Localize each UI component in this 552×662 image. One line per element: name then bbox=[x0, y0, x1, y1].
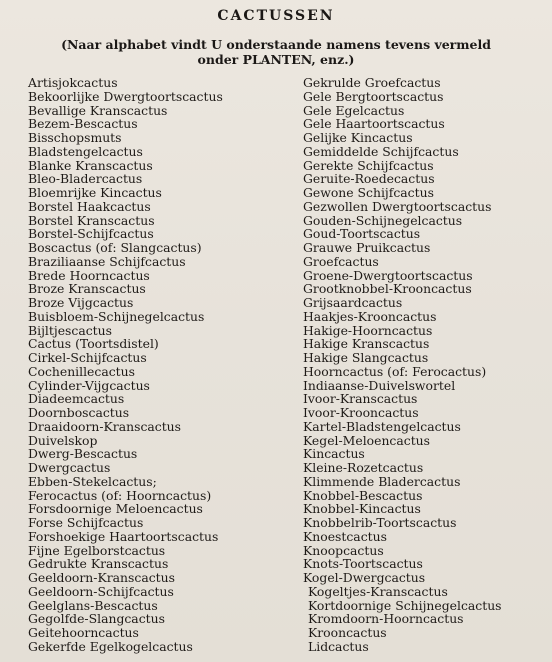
list-item: Kogel-Dwergcactus bbox=[303, 570, 426, 585]
list-item: Bevallige Kranscactus bbox=[28, 102, 168, 118]
list-item: Forshoekige Haartoortscactus bbox=[28, 528, 219, 544]
list-item: Gedrukte Kranscactus bbox=[28, 556, 169, 572]
list-item: Knoopcactus bbox=[303, 542, 384, 558]
list-item: Fijne Egelborstcactus bbox=[28, 542, 166, 558]
list-item: Kincactus bbox=[303, 446, 365, 462]
list-item: Kromdoorn-Hoorncactus bbox=[308, 611, 464, 627]
list-item: Indiaanse-Duivelswortel bbox=[303, 377, 456, 393]
list-item: Bezem-Bescactus bbox=[28, 116, 138, 132]
list-item: Bekoorlijke Dwergtoortscactus bbox=[28, 88, 223, 104]
list-item: Knoestcactus bbox=[303, 528, 387, 544]
list-item: Cirkel-Schijfcactus bbox=[28, 350, 147, 365]
list-item: Ivoor-Kranscactus bbox=[303, 391, 418, 407]
list-item: Knobbelrib-Toortscactus bbox=[303, 515, 457, 530]
list-item: Blanke Kranscactus bbox=[28, 157, 153, 173]
right-column-list bbox=[303, 76, 549, 654]
list-item: Ivoor-Krooncactus bbox=[303, 405, 419, 420]
list-item: Broze Vijgcactus bbox=[28, 295, 134, 310]
list-item: Grootknobbel-Krooncactus bbox=[303, 281, 472, 297]
list-item: Gouden-Schijnegelcactus bbox=[303, 212, 463, 228]
list-item: Gele Bergtoortscactus bbox=[303, 88, 444, 104]
list-item: Klimmende Bladercactus bbox=[303, 473, 461, 489]
list-item: Gele Haartoortscactus bbox=[303, 116, 445, 132]
list-item: Geruite-Roedecactus bbox=[303, 171, 435, 187]
list-item: Bisschopsmuts bbox=[28, 130, 122, 145]
list-item: Hakige-Hoorncactus bbox=[303, 322, 433, 338]
list-item: Braziliaanse Schijfcactus bbox=[28, 253, 186, 269]
list-item: Ebben-Stekelcactus; bbox=[28, 473, 157, 489]
list-item: Groefcactus bbox=[303, 253, 379, 269]
list-item: Gerekte Schijfcactus bbox=[303, 157, 434, 173]
list-item: Bloemrijke Kincactus bbox=[28, 185, 162, 200]
list-item: Kegel-Meloencactus bbox=[303, 432, 431, 448]
list-item: Bijltjescactus bbox=[28, 322, 112, 338]
list-item: Knots-Toortscactus bbox=[303, 556, 423, 572]
list-item: Borstel Kranscactus bbox=[28, 212, 155, 228]
list-item: Kortdoornige Schijnegelcactus bbox=[308, 597, 502, 613]
list-item: Borstel Haakcactus bbox=[28, 198, 151, 214]
list-item: Boscactus (of: Slangcactus) bbox=[28, 240, 202, 255]
list-item: Gezwollen Dwergtoortscactus bbox=[303, 198, 492, 214]
list-item: Buisbloem-Schijnegelcactus bbox=[28, 308, 205, 324]
list-item: Kogeltjes-Kranscactus bbox=[308, 583, 448, 599]
list-item: Duivelskop bbox=[28, 432, 98, 448]
page-title: CACTUSSEN bbox=[217, 8, 335, 24]
list-item: Grijsaardcactus bbox=[303, 295, 403, 310]
list-item: Bleo-Bladercactus bbox=[28, 171, 143, 187]
list-item: Geelglans-Bescactus bbox=[28, 597, 158, 613]
list-item: Ferocactus (of: Hoorncactus) bbox=[28, 487, 212, 503]
list-item: Hakige Slangcactus bbox=[303, 350, 429, 365]
list-item: Cochenillecactus bbox=[28, 363, 135, 379]
list-item: Dwergcactus bbox=[28, 460, 111, 475]
list-item: Borstel-Schijfcactus bbox=[28, 226, 154, 242]
list-item: Lidcactus bbox=[308, 638, 369, 654]
list-item: Goud-Toortscactus bbox=[303, 226, 421, 242]
list-item: Hakige Kranscactus bbox=[303, 336, 430, 352]
list-item: Artisjokcactus bbox=[28, 75, 118, 90]
list-item: Gelijke Kincactus bbox=[303, 130, 413, 145]
list-item: Gele Egelcactus bbox=[303, 102, 405, 118]
list-item: Diadeemcactus bbox=[28, 391, 125, 407]
list-item: Broze Kranscactus bbox=[28, 281, 146, 297]
list-item: Knobbel-Kincactus bbox=[303, 501, 421, 517]
list-item: Geeldoorn-Kranscactus bbox=[28, 570, 175, 585]
list-item: Cactus (Toortsdistel) bbox=[28, 336, 159, 352]
list-item: Brede Hoorncactus bbox=[28, 267, 150, 283]
list-item: Gemiddelde Schijfcactus bbox=[303, 143, 459, 159]
list-item: Dwerg-Bescactus bbox=[28, 446, 138, 462]
subtitle-line-2: onder PLANTEN, enz.) bbox=[197, 52, 355, 67]
list-item: Geitehoorncactus bbox=[28, 625, 139, 640]
list-item: Kleine-Rozetcactus bbox=[303, 460, 424, 475]
list-item: Grauwe Pruikcactus bbox=[303, 240, 431, 255]
list-item: Doornboscactus bbox=[28, 405, 130, 420]
list-item: Knobbel-Bescactus bbox=[303, 487, 423, 503]
list-item: Geeldoorn-Schijfcactus bbox=[28, 583, 174, 599]
list-item: Groene-Dwergtoortscactus bbox=[303, 267, 473, 283]
list-item: Draaidoorn-Kranscactus bbox=[28, 418, 182, 434]
list-item: Gekrulde Groefcactus bbox=[303, 75, 441, 90]
list-item: Gegolfde-Slangcactus bbox=[28, 611, 165, 627]
list-item: Hoorncactus (of: Ferocactus) bbox=[303, 363, 487, 379]
list-item: Gewone Schijfcactus bbox=[303, 185, 434, 200]
list-item: Haakjes-Krooncactus bbox=[303, 308, 437, 324]
page-subtitle bbox=[40, 37, 512, 67]
list-item: Cylinder-Vijgcactus bbox=[28, 377, 150, 393]
list-item: Krooncactus bbox=[308, 625, 387, 640]
list-item: Forse Schijfcactus bbox=[28, 515, 144, 530]
list-item: Bladstengelcactus bbox=[28, 143, 143, 159]
list-item: Kartel-Bladstengelcactus bbox=[303, 418, 461, 434]
left-column-list bbox=[28, 76, 290, 654]
subtitle-line-1: (Naar alphabet vindt U onderstaande namens tevens vermeld bbox=[61, 37, 491, 52]
list-item: Forsdoornige Meloencactus bbox=[28, 501, 203, 517]
list-item: Gekerfde Egelkogelcactus bbox=[28, 638, 193, 654]
